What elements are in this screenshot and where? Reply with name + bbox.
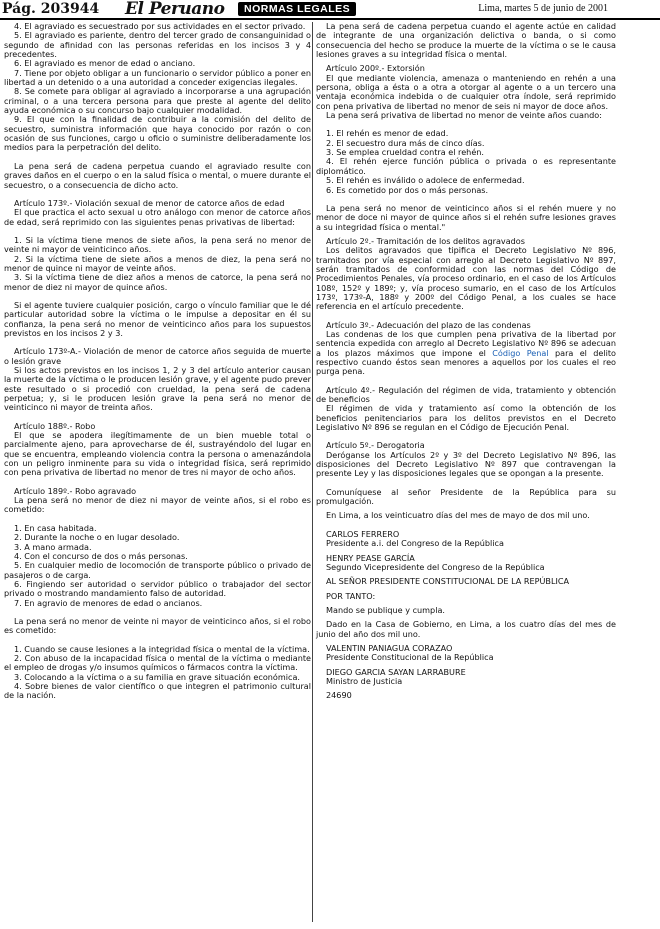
text-paragraph: 3. Colocando a la víctima o a su familia en grave situación económica. (14, 671, 301, 682)
text-paragraph: Artículo 2º.- Tramitación de los delitos agravados (326, 235, 525, 246)
text-paragraph: Deróganse los Artículos 2º y 3º del Decreto Legislativo Nº 896, las disposiciones del Decreto Legislativo Nº 897 que contravengan la presente Ley y las disposiciones legales que se opongan a la presente. (316, 449, 616, 479)
text-paragraph: 8. Se comete para obligar al agraviado a incorporarse a una agrupación criminal, o a una tercera persona para que preste al agente del delito ayuda económica o su concurso bajo cualquier modalidad. (4, 86, 311, 116)
text-paragraph: Presidente Constitucional de la República (326, 652, 494, 663)
newspaper-logo: El Peruano (125, 0, 225, 19)
left-column (4, 22, 311, 701)
text-paragraph: El régimen de vida y tratamiento así como la obtención de los beneficios penitenciarios para los delitos previstos en el Decreto Legislativo Nº 896 se regulan en el Código de Ejecución Penal. (316, 403, 616, 433)
text-paragraph: 2. Con abuso de la incapacidad física o mental de la víctima o mediante el empleo de drogas y/o insumos químicos o fármacos contra la víctima. (4, 652, 311, 673)
text-paragraph: Si los actos previstos en los incisos 1, 2 y 3 del artículo anterior causan la muerte de la víctima o le producen lesión grave, y el agente pudo prever este resultado o si procedió con crueldad, la pena será de cadena perpetua; y, si le producen lesión grave la pena será no menor de veinticinco ni mayor de treinta años. (4, 365, 311, 413)
text-paragraph: El que se apodera ilegítimamente de un bien mueble total o parcialmente ajeno, para aprovecharse de él, sustrayéndolo del lugar en que se encuentra, empleando violencia contra la persona o amenazándola con un peligro inminente para su vida o integridad física, será reprimido con pena privativa de libertad no menor de tres ni mayor de ocho años. (4, 430, 311, 478)
text-paragraph: Si el agente tuviere cualquier posición, cargo o vínculo familiar que le dé particular autoridad sobre la víctima o le impulse a depositar en él su confianza, la pena será no menor de veinticinco años para los supuestos previstos en los incisos 2 y 3. (4, 299, 311, 338)
text-paragraph: 5. El rehén es inválido o adolece de enfermedad. (326, 175, 525, 186)
text-paragraph: 5. En cualquier medio de locomoción de transporte público o privado de pasajeros o de carga. (4, 560, 311, 580)
column-divider (312, 22, 313, 922)
text-paragraph: Artículo 3º.- Adecuación del plazo de las condenas (326, 319, 531, 330)
text-paragraph: VALENTIN PANIAGUA CORAZAO (326, 642, 453, 653)
text-paragraph: Artículo 4º.- Regulación del régimen de vida, tratamiento y obtención de beneficios (316, 384, 616, 405)
page-number: Pág. 203944 (2, 1, 100, 17)
text-paragraph: 1. Si la víctima tiene menos de siete años, la pena será no menor de veinte ni mayor de veinticinco años. (4, 234, 311, 255)
right-column (316, 22, 616, 701)
text-paragraph: Las condenas de los que cumplen pena privativa de la libertad por sentencia expedida con arreglo al Decreto Legislativo Nº 896 se adecuan a los plazos máximos que impone el Código Penal para el delito respectivo cuando éstos sean menores a aquellos por los cuales el reo purga pena. (316, 328, 617, 377)
text-paragraph: 5. El agraviado es pariente, dentro del tercer grado de consanguinidad o segundo de afinidad con las personas referidas en los incisos 3 y 4 precedentes. (4, 30, 311, 60)
text-paragraph: 6. Fingiendo ser autoridad o servidor público o trabajador del sector privado o mostrando mandamiento falso de autoridad. (4, 578, 311, 599)
text-paragraph: 4. Sobre bienes de valor científico o que integren el patrimonio cultural de la nación. (4, 680, 311, 701)
text-paragraph: 4. Con el concurso de dos o más personas. (14, 550, 188, 561)
text-paragraph: Comuníquese al señor Presidente de la República para su promulgación. (316, 486, 616, 507)
page-header (0, 0, 660, 20)
text-paragraph: 1. El rehén es menor de edad. (326, 128, 449, 139)
codigo-penal-link[interactable]: Código Penal (492, 347, 549, 358)
text-paragraph: En Lima, a los veinticuatro días del mes de mayo de dos mil uno. (326, 510, 590, 521)
text-paragraph: 4. El rehén ejerce función pública o privada o es representante diplomático. (316, 156, 616, 176)
text-paragraph: Dado en la Casa de Gobierno, en Lima, a los cuatro días del mes de junio del año dos mil uno. (316, 619, 616, 639)
text-paragraph: 4. El agraviado es secuestrado por sus actividades en el sector privado. (14, 21, 306, 31)
text-paragraph: Artículo 5º.- Derogatoria (326, 440, 425, 451)
text-paragraph: HENRY PEASE GARCÍA (326, 552, 415, 563)
text-paragraph: Artículo 173º.- Violación sexual de menor de catorce años de edad (14, 197, 285, 208)
text-paragraph: Artículo 173º-A.- Violación de menor de catorce años seguida de muerte o lesión grave (4, 346, 311, 366)
issue-date: Lima, martes 5 de junio de 2001 (478, 3, 608, 14)
text-paragraph: El que mediante violencia, amenaza o manteniendo en rehén a una persona, obliga a ésta o a otra a otorgar al agente o a un tercero una ventaja económica indebida o de cualquier otra índole, será reprimido con pena privativa de libertad no menor de seis ni mayor de doce años. (316, 72, 616, 111)
text-paragraph: 7. En agravio de menores de edad o ancianos. (14, 597, 203, 608)
text-paragraph: Segundo Vicepresidente del Congreso de la República (326, 561, 545, 572)
text-paragraph: 24690 (326, 690, 352, 701)
text-paragraph: 1. En casa habitada. (14, 522, 97, 533)
text-paragraph: 2. El secuestro dura más de cinco días. (326, 137, 485, 148)
text-paragraph: 2. Durante la noche o en lugar desolado. (14, 532, 180, 543)
text-paragraph: La pena será privativa de libertad no menor de veinte años cuando: (326, 110, 602, 121)
section-badge: NORMAS LEGALES (238, 2, 356, 16)
text-paragraph: Ministro de Justicia (326, 675, 403, 686)
text-paragraph: Artículo 189º.- Robo agravado (14, 485, 137, 496)
text-paragraph: 7. Tiene por objeto obligar a un funcionario o servidor público a poner en libertad a un detenido o a una autoridad a conceder exigencias ilegales. (4, 67, 311, 88)
text-paragraph: 2. Si la víctima tiene de siete años a menos de diez, la pena será no menor de quince ni mayor de veinte años. (4, 253, 311, 273)
text-paragraph: 3. Si la víctima tiene de diez años a menos de catorce, la pena será no menor de diez ni mayor de quince años. (4, 272, 311, 292)
text-paragraph: La pena será no menor de diez ni mayor de veinte años, si el robo es cometido: (4, 495, 311, 515)
text-paragraph: AL SEÑOR PRESIDENTE CONSTITUCIONAL DE LA REPÚBLICA (326, 576, 570, 587)
text-paragraph: 3. Se emplea crueldad contra el rehén. (326, 147, 484, 158)
text-paragraph: 1. Cuando se cause lesiones a la integridad física o mental de la víctima. (14, 643, 310, 654)
text-paragraph: La pena será no menor de veinte ni mayor de veinticinco años, si el robo es cometido: (4, 615, 311, 636)
text-paragraph: La pena será de cadena perpetua cuando el agraviado resulte con graves daños en el cuerpo o en la salud física o mental, o muere durante el secuestro, o a consecuencia de dicho acto. (4, 160, 311, 190)
text-paragraph: POR TANTO: (326, 590, 376, 601)
text-paragraph: La pena será no menor de veinticinco años si el rehén muere y no menor de doce ni mayor de quince años si el rehén sufre lesiones graves a su integridad física o mental." (316, 202, 616, 232)
text-paragraph: 6. Es cometido por dos o más personas. (326, 184, 489, 195)
text-paragraph: 9. El que con la finalidad de contribuir a la comisión del delito de secuestro, suministra información que haya conocido por razón o con ocasión de sus funciones, cargo u oficio o suministre deliberadamente los medios para la perpetración del delito. (4, 114, 311, 153)
text-paragraph: Artículo 188º.- Robo (14, 420, 96, 431)
text-paragraph: Los delitos agravados que tipifica el Decreto Legislativo Nº 896, tramitados por vía especial con arreglo al Decreto Legislativo Nº 897, serán tramitados de conformidad con las normas del Código de Procedimientos Penales, vía proceso ordinario, en el caso de los Artículos 108º, 152º y 189º; y, vía proceso sumario, en el caso de los Artículos 173º, 173º-A, 188º y 200º del Código Penal, a los cuales se hace referencia en el artículo precedente. (316, 245, 616, 312)
text-paragraph: CARLOS FERRERO (326, 528, 400, 539)
text-paragraph: Presidente a.i. del Congreso de la República (326, 538, 504, 549)
text-paragraph: 3. A mano armada. (14, 541, 92, 552)
text-paragraph: 6. El agraviado es menor de edad o anciano. (14, 58, 196, 69)
text-paragraph: El que practica el acto sexual u otro análogo con menor de catorce años de edad, será reprimido con las siguientes penas privativas de libertad: (4, 207, 311, 227)
text-paragraph: Artículo 200º.- Extorsión (326, 63, 425, 74)
text-paragraph: La pena será de cadena perpetua cuando el agente actúe en calidad de integrante de una organización delictiva o banda, o si como consecuencia del hecho se produce la muerte de la víctima o se le causa lesiones graves a su integridad física o mental. (316, 21, 616, 60)
text-paragraph: Mando se publique y cumpla. (326, 604, 445, 615)
text-paragraph: DIEGO GARCIA SAYAN LARRABURE (326, 666, 466, 677)
